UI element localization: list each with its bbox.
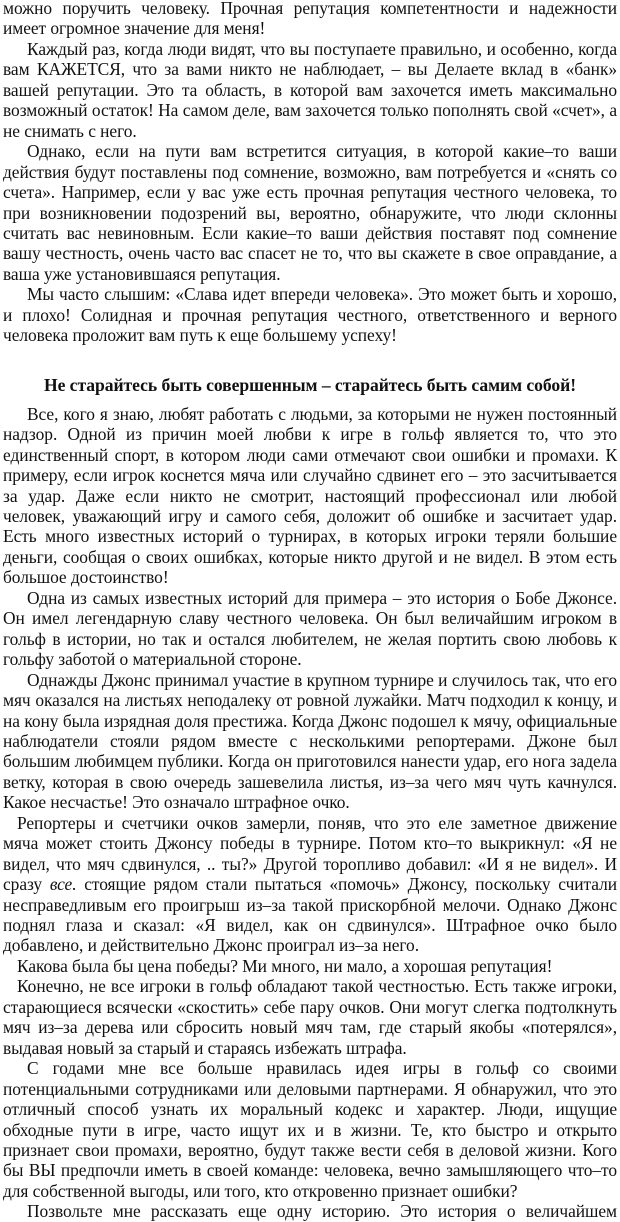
paragraph: С годами мне все больше нравилась идея игры в гольф со своими потенциальными сотрудниками или деловыми партнерами. Я обнаружил, что это отличный способ узнать их моральный кодекс и характер. Люди, ищущие обходные пути в игре, часто ищут их и в жизни. Те, кто быстро и открыто признает свои промахи, вероятно, будут также вести себя в деловой жизни. Кого бы ВЫ предпочли иметь в своей команде: человека, вечно замышляющего что–то для собственной выгоды, или того, кто откровенно признает ошибки? — [3, 1058, 617, 1201]
paragraph: Каждый раз, когда люди видят, что вы поступаете правильно, и особенно, когда вам КАЖЕТСЯ, что за вами никто не наблюдает, – вы Делаете вклад в «банк» вашей репутации. Это та область, в которой вам захочется иметь максимально возможный остаток! На самом деле, вам захочется только пополнять свой «счет», а не снимать с него. — [3, 38, 617, 141]
paragraph: можно поручить человеку. Прочная репутация компетентности и надежности имеет огромное значение для меня! — [3, 0, 617, 39]
paragraph-text: Репортеры и счетчики очков замерли, поняв, что это еле заметное движение мяча может стоить Джонсу победы в турнире. Потом кто–то выкрикнул: «Я не видел, что мяч сдвинулся, .. ты?» Другой торопливо добавил: «И я не видел». И сразу — [3, 812, 617, 895]
paragraph-text: стоящие рядом стали пытаться «помочь» Джонсу, поскольку считали несправедливым его проигрыш из–за такой прискорбной мелочи. Однако Джонс поднял глаза и сказал: «Я видел, как он сдвинулся». Штрафное очко было добавлено, и действительно Джонс проиграл из–за него. — [3, 874, 617, 956]
paragraph: Одна из самых известных историй для примера – это история о Бобе Джонсе. Он имел легендарную славу честного человека. Он был величайшим игроком в гольф в истории, но так и остался любителем, не желая портить свою любовь к гольфу заботой о материальной стороне. — [3, 587, 617, 670]
paragraph: Однажды Джонс принимал участие в крупном турнире и случилось так, что его мяч оказался на листьях неподалеку от ровной лужайки. Матч подходил к концу, и на кону была изрядная доля престижа. Когда Джонс подошел к мячу, официальные наблюдатели стояли рядом вместе с несколькими репортерами. Джоне был большим любимцем публики. Когда он приготовился нанести удар, его нога задела ветку, которая в свою очередь зашевелила листья, из–за чего мяч чуть качнулся. Какое несчастье! Это означало штрафное очко. — [3, 669, 617, 813]
italic-word: все. — [49, 874, 77, 895]
section-heading: Не старайтесь быть совершенным – старайтесь быть самим собой! — [43, 374, 577, 395]
paragraph: Однако, если на пути вам встретится ситуация, в которой какие–то ваши действия будут поставлены под сомнение, возможно, вам потребуется и «снять со счета». Например, если у вас уже есть прочная репутация честного человека, то при возникновении подозрений вы, вероятно, обнаружите, что люди склонны считать вас невиновным. Если какие–то ваши действия поставят под сомнение вашу честность, очень часто вас спасет не то, что вы скажете в свое оправдание, а ваша уже установившаяся репутация. — [3, 141, 617, 284]
paragraph: Мы часто слышим: «Слава идет впереди человека». Это может быть и хорошо, и плохо! Солидная и прочная репутация честного, ответственного и верного человека проложит вам путь к еще большему успеху! — [3, 284, 617, 346]
book-page — [3, 0, 617, 1222]
paragraph — [3, 813, 617, 956]
paragraph: Позвольте мне рассказать еще одну историю. Это история о величайшем — [27, 1201, 617, 1222]
paragraph: Все, кого я знаю, любят работать с людьми, за которыми не нужен постоянный надзор. Одной из причин моей любви к игре в гольф является то, что это единственный спорт, в котором люди сами отмечают свои ошибки и промахи. К примеру, если игрок коснется мяча или случайно сдвинет его – это засчитывается за удар. Даже если никто не смотрит, настоящий профессионал или любой человек, уважающий игру и самого себя, доложит об ошибке и засчитает удар. Есть много известных историй о турнирах, в которых игроки теряли большие деньги, сообщая о своих ошибках, которые никто другой и не видел. В этом есть большое достоинство! — [3, 403, 617, 588]
paragraph: Конечно, не все игроки в гольф обладают такой честностью. Есть также игроки, старающиеся всячески «скостить» себе пару очков. Они могут слегка подтолкнуть мяч из–за дерева или сбросить новый мяч там, где старый якобы «потерялся», выдавая новый за старый и стараясь избежать штрафа. — [3, 976, 617, 1058]
paragraph: Какова была бы цена победы? Ми много, ни мало, а хорошая репутация! — [17, 955, 553, 976]
